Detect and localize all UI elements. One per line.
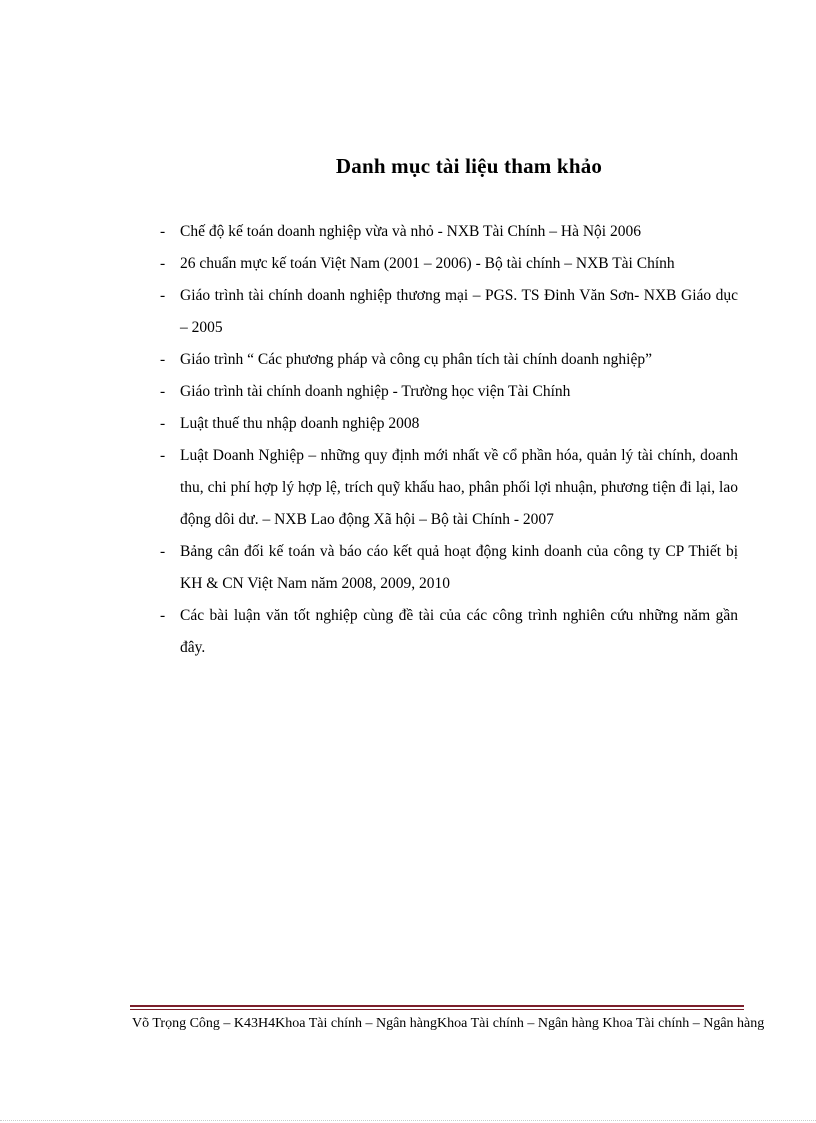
reference-text: Chế độ kế toán doanh nghiệp vừa và nhỏ - NXB Tài Chính – Hà Nội 2006 [180,223,641,240]
bullet-dash: - [160,447,166,464]
reference-item [160,600,738,664]
reference-item [160,248,738,280]
reference-item [160,216,738,248]
bullet-dash: - [160,255,166,272]
reference-list [160,216,738,664]
page-title: Danh mục tài liệu tham khảo [335,154,603,179]
bullet-dash: - [160,287,166,304]
page-footer: Võ Trọng Công – K43H4Khoa Tài chính – Ngân hàngKhoa Tài chính – Ngân hàng Khoa Tài chính – Ngân hàng [132,1016,765,1031]
reference-text: Giáo trình “ Các phương pháp và công cụ phân tích tài chính doanh nghiệp” [180,351,652,368]
bullet-dash: - [160,351,166,368]
reference-item [160,440,738,536]
page-bottom-border [0,1120,816,1121]
reference-item [160,280,738,344]
footer-divider [130,1005,744,1010]
bullet-dash: - [160,223,166,240]
reference-text: Giáo trình tài chính doanh nghiệp thương mại – PGS. TS Đinh Văn Sơn- NXB Giáo dục – 2005 [180,287,738,336]
reference-item [160,536,738,600]
reference-item [160,408,738,440]
bullet-dash: - [160,383,166,400]
reference-text: 26 chuẩn mực kế toán Việt Nam (2001 – 2006) - Bộ tài chính – NXB Tài Chính [180,255,675,272]
reference-item [160,344,738,376]
bullet-dash: - [160,415,166,432]
bullet-dash: - [160,607,166,624]
reference-text: Bảng cân đối kế toán và báo cáo kết quả hoạt động kinh doanh của công ty CP Thiết bị KH & CN Việt Nam năm 2008, 2009, 2010 [180,543,738,592]
reference-text: Luật thuế thu nhập doanh nghiệp 2008 [180,415,420,432]
reference-text: Luật Doanh Nghiệp – những quy định mới nhất về cổ phần hóa, quản lý tài chính, doanh thu, chi phí hợp lý hợp lệ, trích quỹ khấu hao, phân phối lợi nhuận, phương tiện đi lại, lao động dôi dư. – NXB Lao động Xã hội – Bộ tài Chính - 2007 [180,447,738,528]
reference-text: Các bài luận văn tốt nghiệp cùng đề tài của các công trình nghiên cứu những năm gần đây. [180,607,738,656]
bullet-dash: - [160,543,166,560]
reference-item [160,376,738,408]
reference-text: Giáo trình tài chính doanh nghiệp - Trường học viện Tài Chính [180,383,571,400]
